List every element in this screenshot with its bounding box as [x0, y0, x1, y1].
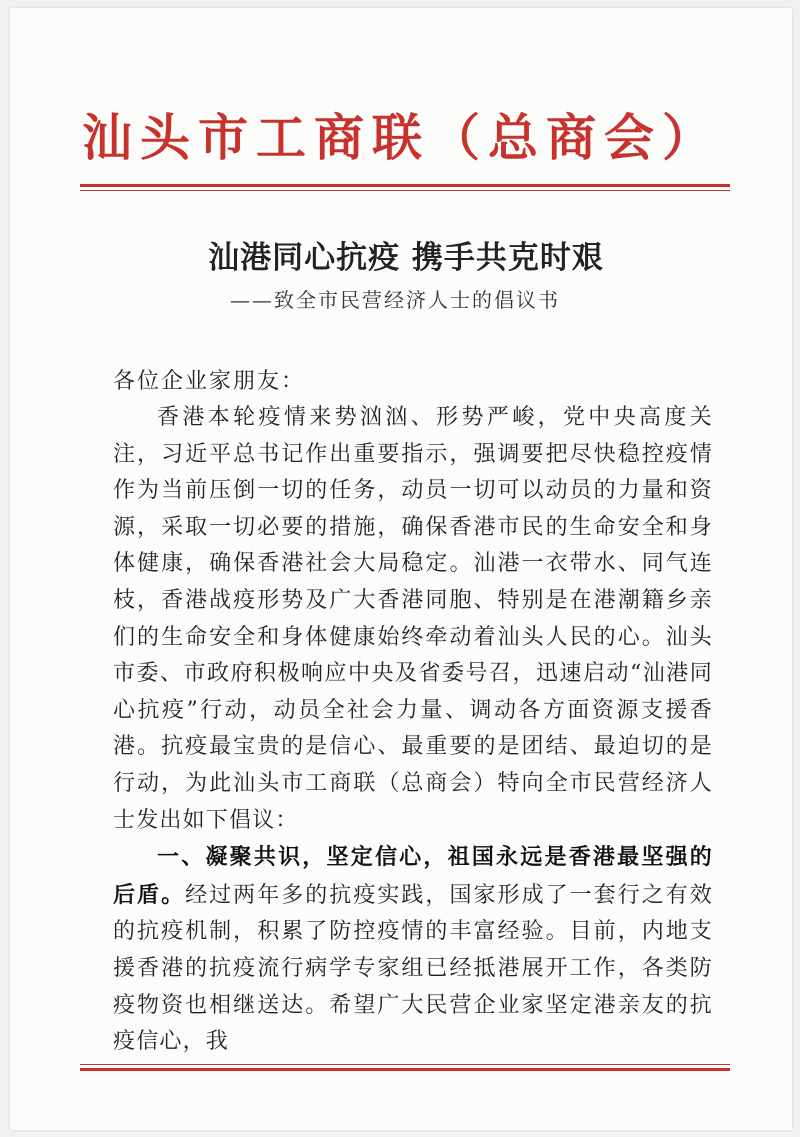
salutation: 各位企业家朋友： — [113, 369, 306, 394]
letterhead-rule-thick — [80, 184, 730, 187]
document-body — [113, 400, 713, 1061]
letterhead-rule-thin — [80, 190, 730, 191]
document-subtitle: ——致全市民营经济人士的倡议书 — [230, 288, 560, 312]
footer-rule-thick — [80, 1068, 730, 1071]
proposal-1-heading: 一、凝聚共识，坚定信心，祖国永远是香港最坚强的后盾。 — [113, 844, 713, 908]
proposal-1-body: 经过两年多的抗疫实践，国家形成了一套行之有效的抗疫机制，积累了防控疫情的丰富经验。目前，内地支援香港的抗疫流行病学专家组已经抵港展开工作，各类防疫物资也相继送达。希望广大民营企业家坚定港亲友的抗疫信心，我 — [113, 882, 713, 1055]
document-title: 汕港同心抗疫 携手共克时艰 — [208, 240, 604, 276]
document-page — [10, 8, 792, 1130]
letterhead-title: 汕头市工商联（总商会） — [82, 108, 720, 167]
footer-rule-thin — [80, 1064, 730, 1065]
paragraph-intro: 香港本轮疫情来势汹汹、形势严峻，党中央高度关注，习近平总书记作出重要指示，强调要把尽快稳控疫情作为当前压倒一切的任务，动员一切可以动员的力量和资源，采取一切必要的措施，确保香港市民的生命安全和身体健康，确保香港社会大局稳定。汕港一衣带水、同气连枝，香港战疫形势及广大香港同胞、特别是在港潮籍乡亲们的生命安全和身体健康始终牵动着汕头人民的心。汕头市委、市政府积极响应中央及省委号召，迅速启动“汕港同心抗疫”行动，动员全社会力量、调动各方面资源支援香港。抗疫最宝贵的是信心、最重要的是团结、最迫切的是行动，为此汕头市工商联（总商会）特向全市民营经济人士发出如下倡议： — [113, 405, 713, 833]
paragraph-proposal-1 — [113, 839, 713, 1061]
